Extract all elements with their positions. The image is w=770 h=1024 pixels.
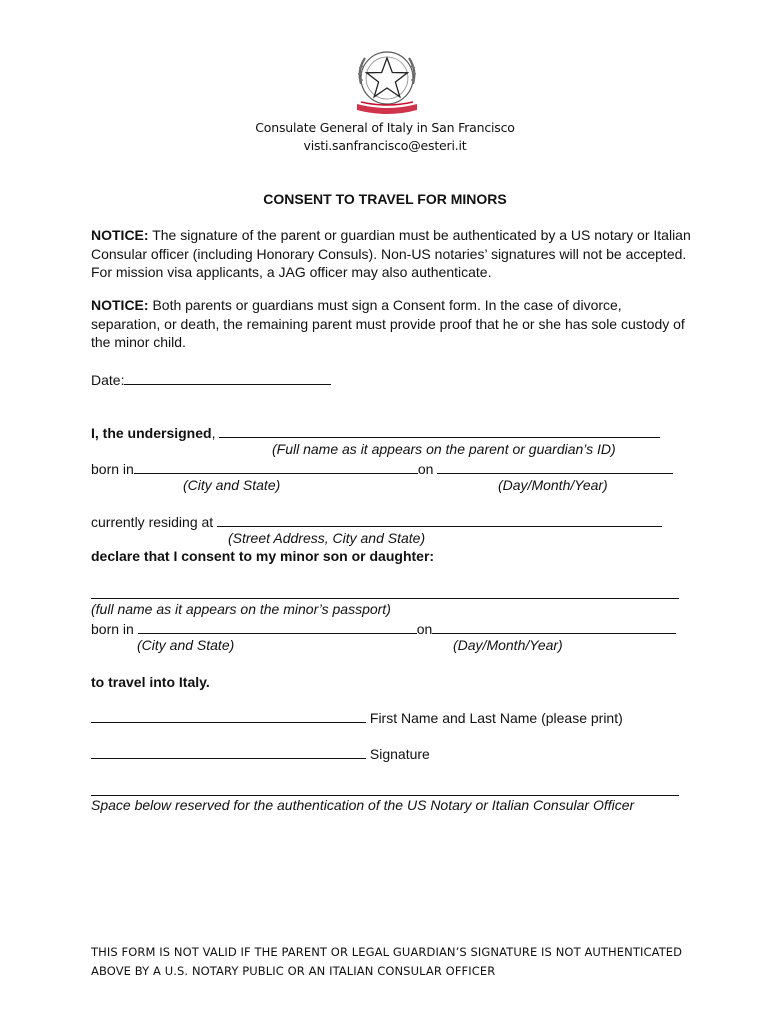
print-name-field[interactable] <box>91 708 366 723</box>
on-label: on <box>417 461 434 477</box>
address-field[interactable] <box>217 512 662 527</box>
notice-authentication <box>91 226 691 282</box>
date-caption: (Day/Month/Year) <box>498 477 608 493</box>
notice-text: Both parents or guardians must sign a Consent form. In the case of divorce, separation, or death, the remaining parent must provide proof that he or she has sole custody of the minor child. <box>91 297 685 351</box>
footer-line-1: THIS FORM IS NOT VALID IF THE PARENT OR LEGAL GUARDIAN’S SIGNATURE IS NOT AUTHENTICATED <box>91 945 683 959</box>
minor-birthdate-field[interactable] <box>432 619 676 634</box>
minor-birthplace-field[interactable] <box>138 619 417 634</box>
minor-birth-row <box>91 619 676 637</box>
travel-text: to travel into Italy. <box>91 674 210 690</box>
parent-birthplace-field[interactable] <box>134 459 418 474</box>
reserved-caption: Space below reserved for the authentication of the US Notary or Italian Consular Officer <box>91 797 635 813</box>
minor-name-caption: (full name as it appears on the minor’s passport) <box>91 601 391 617</box>
parent-name-field[interactable] <box>219 423 660 438</box>
consulate-name: Consulate General of Italy in San Francisco <box>255 120 515 135</box>
city-state-caption: (City and State) <box>183 477 281 493</box>
signature-field[interactable] <box>91 744 366 759</box>
declare-text: declare that I consent to my minor son or daughter: <box>91 548 435 564</box>
parent-birth-row <box>91 459 673 477</box>
notice-both-parents <box>91 296 691 352</box>
notice-label: NOTICE: <box>91 297 149 313</box>
date-label: Date: <box>91 372 125 388</box>
date-row <box>91 370 331 388</box>
footer-notice <box>91 943 691 981</box>
parent-name-row <box>91 423 660 441</box>
consulate-email: visti.sanfrancisco@esteri.it <box>303 138 467 153</box>
address-caption: (Street Address, City and State) <box>228 530 426 546</box>
undersigned-comma: , <box>211 425 216 441</box>
signature-label: Signature <box>369 746 430 762</box>
notice-label: NOTICE: <box>91 227 149 243</box>
born-in-label: born in <box>91 621 134 637</box>
born-in-label: born in <box>91 461 134 477</box>
italy-emblem-icon <box>347 46 427 118</box>
date-field[interactable] <box>124 370 331 385</box>
notice-text: The signature of the parent or guardian must be authenticated by a US notary or Italian Consular officer (including Honorary Consuls). Non-US notaries’ signatures will not be accepted. For mission visa applicants, a JAG officer may also authenticate. <box>91 227 691 281</box>
print-name-label: First Name and Last Name (please print) <box>369 710 623 726</box>
signature-row <box>91 744 430 762</box>
print-name-row <box>91 708 623 726</box>
footer-line-2: ABOVE BY A U.S. NOTARY PUBLIC OR AN ITALIAN CONSULAR OFFICER <box>91 964 496 978</box>
residence-row <box>91 512 662 530</box>
parent-name-caption: (Full name as it appears on the parent or guardian’s ID) <box>272 441 616 457</box>
minor-date-caption: (Day/Month/Year) <box>453 637 563 653</box>
minor-name-field[interactable] <box>91 598 679 599</box>
reserved-divider <box>91 795 679 796</box>
parent-birthdate-field[interactable] <box>437 459 673 474</box>
on-label: on <box>416 621 433 637</box>
page-title: CONSENT TO TRAVEL FOR MINORS <box>263 191 507 207</box>
undersigned-label: I, the undersigned <box>91 425 212 441</box>
residing-label: currently residing at <box>91 514 214 530</box>
minor-city-state-caption: (City and State) <box>137 637 235 653</box>
